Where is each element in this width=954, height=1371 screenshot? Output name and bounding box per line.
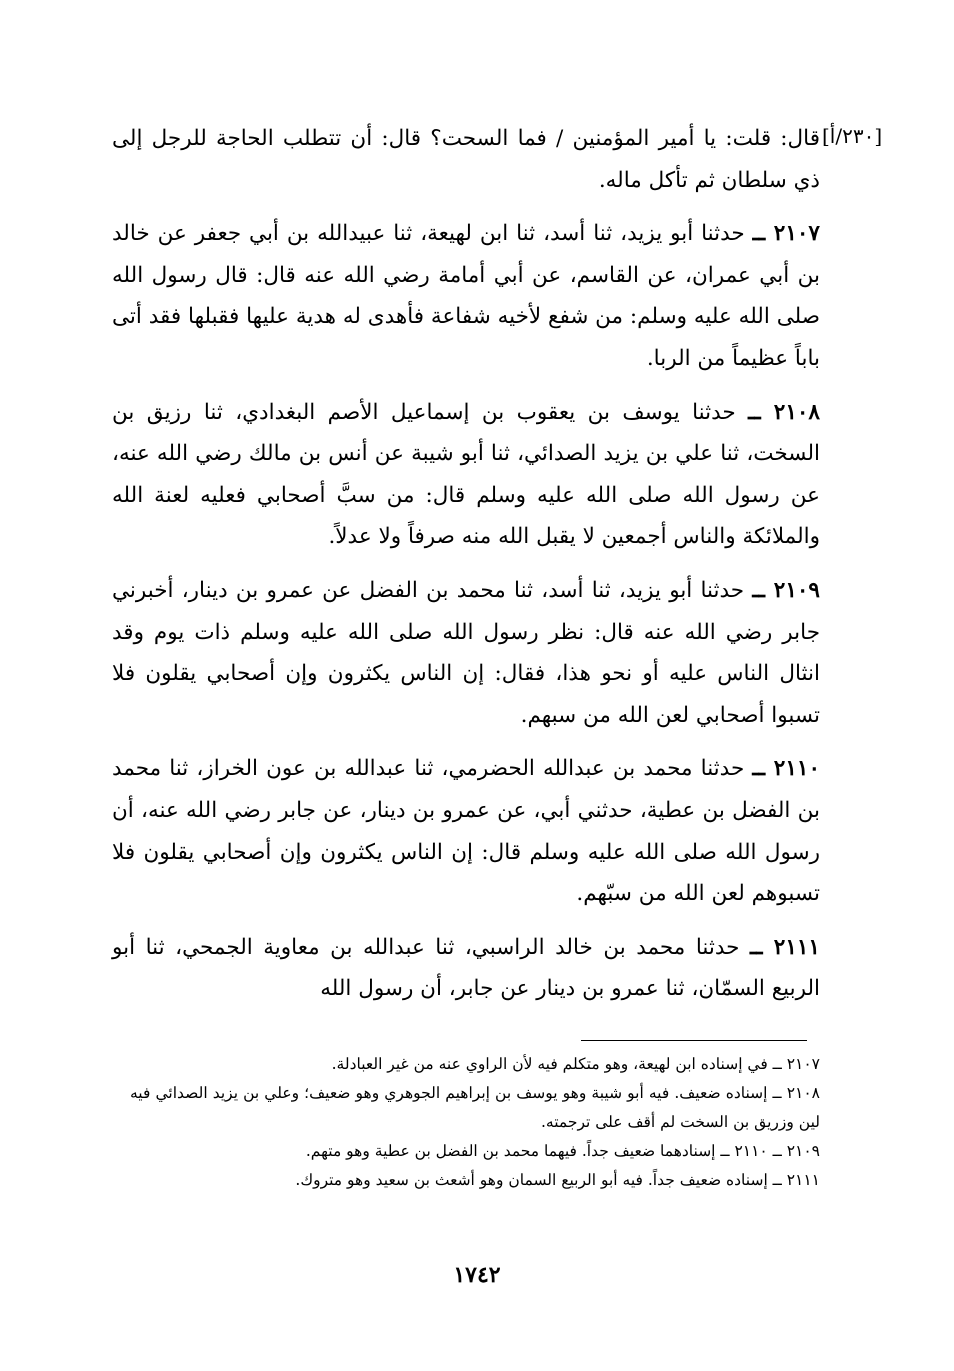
paragraph: [112, 118, 820, 201]
paragraph: [112, 213, 820, 379]
footnote: ٢١٠٧ ــ في إسناده ابن لهيعة، وهو متكلم فيه لأن الراوي عنه من غير العبادلة.: [331, 1055, 820, 1073]
hadith-number: ٢١١١ ــ: [750, 934, 820, 960]
footnote: ٢١٠٨ ــ إسناده ضعيف. فيه أبو شيبة وهو يوسف بن إبراهيم الجوهري وهو ضعيف؛ وعلي بن يزيد الصدائي فيه لين وزريق بن السخت لم أقف على ترجمته.: [130, 1084, 820, 1131]
footnote-divider: [581, 1040, 807, 1041]
folio-marker: [٢٣٠/أ]: [822, 124, 883, 148]
footnote: ٢١٠٩ ــ ٢١١٠ ــ إسنادهما ضعيف جداً. فيهما محمد بن الفضل بن عطية وهو متهم.: [305, 1142, 820, 1160]
paragraph-text: حدثنا يوسف بن يعقوب بن إسماعيل الأصم البغدادي، ثنا رزيق بن السخت، ثنا علي بن يزيد الصدائي، ثنا أبو شيبة عن أنس بن مالك رضي الله عنه، عن رسول الله صلى الله عليه وسلم قال: من سبَّ أصحابي فعليه لعنة الله والملائكة والناس أجمعين لا يقبل الله منه صرفاً ولا عدلاً.: [112, 399, 820, 550]
paragraph-text: حدثنا أبو يزيد، ثنا أسد، ثنا محمد بن الفضل عن عمرو بن دينار، أخبرني جابر رضي الله عنه قال: نظر رسول الله صلى الله عليه وسلم ذات يوم وقد انثال الناس عليه أو نحو هذا، فقال: إن الناس يكثرون وإن أصحابي يقلون فلا تسبوا أصحابي لعن الله من سبهم.: [112, 577, 820, 728]
footnote: ٢١١١ ــ إسناده ضعيف جداً. فيه أبو الربيع السمان وهو أشعث بن سعيد وهو متروك.: [295, 1171, 820, 1189]
paragraph-text: حدثنا أبو يزيد، ثنا أسد، ثنا ابن لهيعة، ثنا عبيدالله بن أبي جعفر عن خالد بن أبي عمران، عن القاسم، عن أبي أمامة رضي الله عنه قال: قال رسول الله صلى الله عليه وسلم: من شفع لأخيه شفاعة فأهدى له هدية عليها فقبلها فقد أتى باباً عظيماً من الربا.: [112, 221, 820, 371]
hadith-number: ٢١١٠ ــ: [752, 756, 820, 782]
footnotes: [130, 1050, 820, 1195]
hadith-number: ٢١٠٨ ــ: [748, 399, 820, 425]
paragraph: [112, 570, 820, 736]
page-number: ١٧٤٢: [453, 1262, 501, 1288]
paragraph-text: حدثنا محمد بن عبدالله الحضرمي، ثنا عبدالله بن عون الخراز، ثنا محمد بن الفضل بن عطية، حدثني أبي، عن عمرو بن دينار، عن جابر رضي الله عنه، أن رسول الله صلى الله عليه وسلم قال: إن الناس يكثرون وإن أصحابي يقلون فلا تسبوهم لعن الله من سبّهم.: [112, 756, 820, 907]
main-text: [112, 118, 820, 1022]
hadith-number: ٢١٠٧ ــ: [752, 221, 820, 247]
hadith-number: ٢١٠٩ ــ: [752, 577, 820, 603]
paragraph: [112, 392, 820, 558]
paragraph-text: قال: قلت: يا أمير المؤمنين / فما السحت؟ قال: أن تتطلب الحاجة للرجل إلى ذي سلطان ثم تأكل ماله.: [112, 126, 820, 193]
paragraph: [112, 748, 820, 914]
paragraph: [112, 927, 820, 1010]
paragraph-text: حدثنا محمد بن خالد الراسبي، ثنا عبدالله بن معاوية الجمحي، ثنا أبو الربيع السمّان، ثنا عمرو بن دينار عن جابر، أن رسول الله: [112, 934, 820, 1002]
